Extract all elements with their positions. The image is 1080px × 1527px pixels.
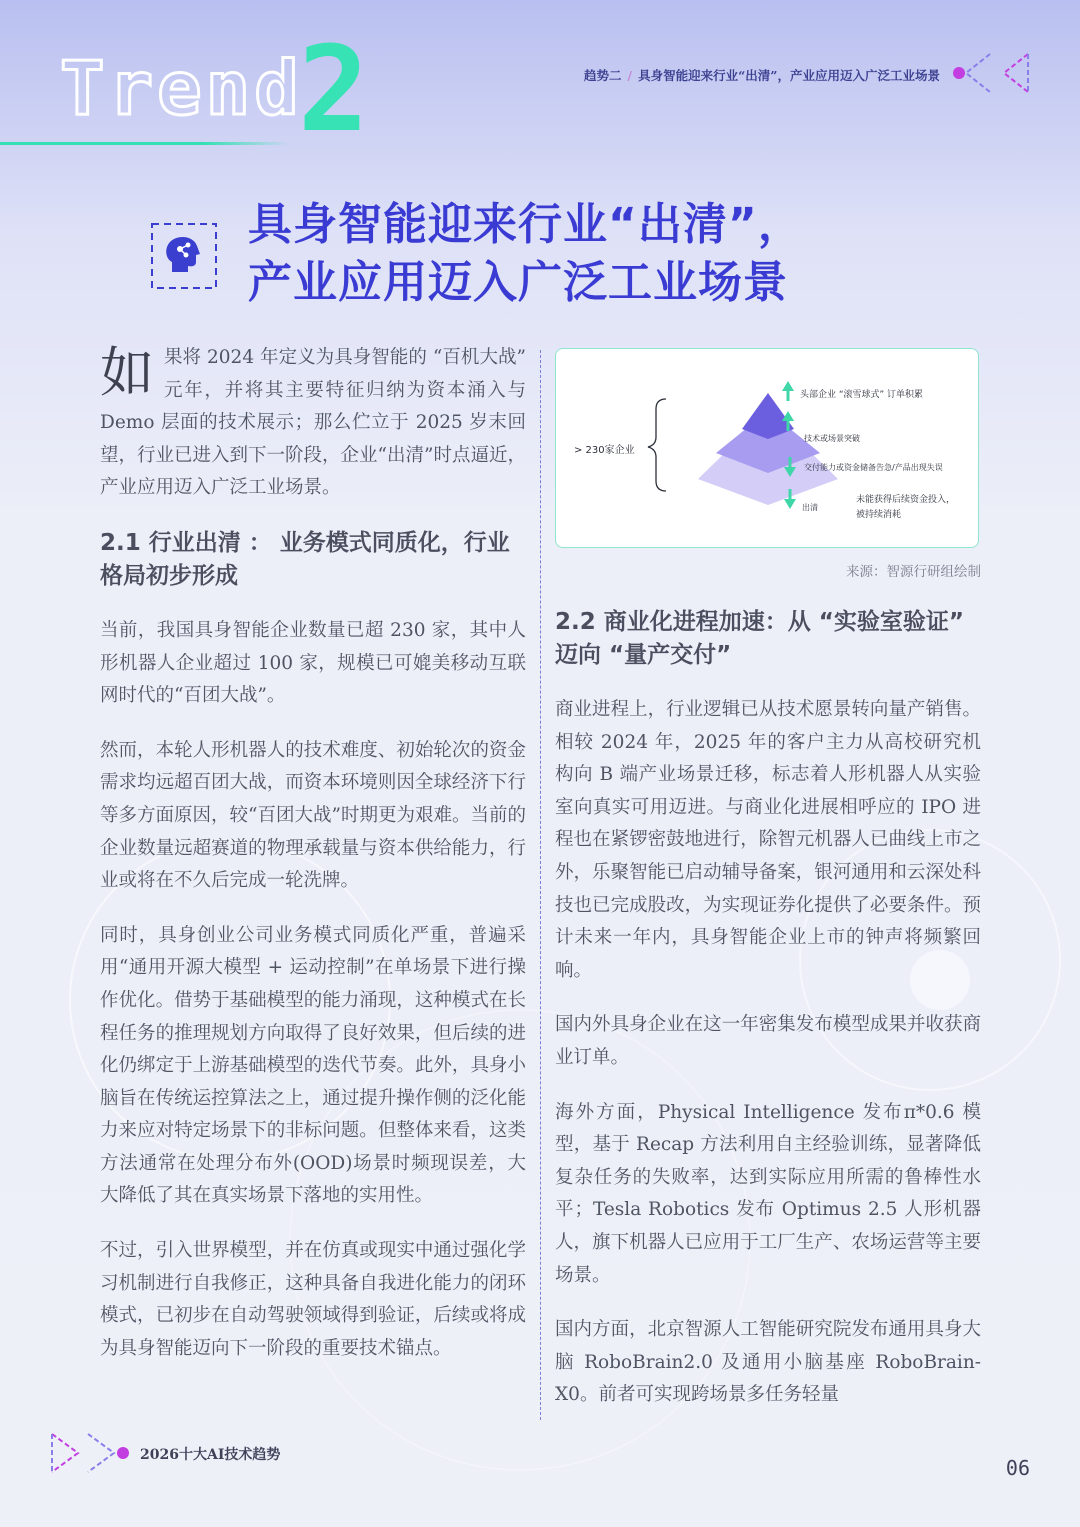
figure-source: 来源：智源行研组绘制 <box>846 564 981 580</box>
footer-arrows-icon <box>48 1430 132 1478</box>
section-2-1-heading: 2.1 行业出清 ： 业务模式同质化，行业格局初步形成 <box>100 529 510 589</box>
paragraph: 然而，本轮人形机器人的技术难度、初始轮次的资金需求均远超百团大战，而资本环境则因全球经济下行等多方面原因，较“百团大战”时期更为艰难。当前的企业数量远超赛道的物理承载量与资本供给能力，行业或将在不久后完成一轮洗牌。 <box>100 739 526 892</box>
title-line-1: 具身智能迎来行业“出清”， <box>248 199 803 250</box>
header-arrows-icon <box>948 48 1038 104</box>
paragraph: 当前，我国具身智能企业数量已超 230 家，其中人形机器人企业超过 100 家，规模已可媲美移动互联网时代的“百团大战”。 <box>100 619 526 707</box>
paragraph: 同时，具身创业公司业务模式同质化严重，普遍采用“通用开源大模型 + 运动控制”在单场景下进行操作优化。借势于基础模型的能力涌现，这种模式在长程任务的推理规划方向取得了良好效果，但后续的进化仍绑定于上游基础模型的迭代节奏。此外，具身小脑旨在传统运控算法之上，通过提升操作侧的泛化能力来应对特定场景下的非标问题。但整体来看，这类方法通常在处理分布外(OOD)场景时频现误差，大大降低了其在真实场景下落地的实用性。 <box>100 924 526 1207</box>
column-divider <box>540 350 541 1420</box>
header-separator: / <box>627 68 633 83</box>
fig-tier-2: 技术或场景突破 <box>804 434 860 443</box>
intro-paragraph <box>100 342 526 505</box>
fig-tier-bottom-right-2: 被持续消耗 <box>856 510 902 520</box>
trend-word: Trend <box>60 46 303 132</box>
page-number: 06 <box>1005 1456 1030 1480</box>
page-title <box>248 196 803 312</box>
fig-tier-3: 交付能力或资金储备告急/产品出现失误 <box>804 463 943 472</box>
dropcap: 如 <box>100 341 154 404</box>
intro-text: 果将 2024 年定义为具身智能的 “百机大战” 元年，并将其主要特征归纳为资本涌入与 Demo 层面的技术展示；那么伫立于 2025 岁末回望，行业已进入到下一阶段，企业“出清”时点逼近，产业应用迈入广泛工业场景。 <box>100 347 526 499</box>
brain-head-icon <box>150 222 218 290</box>
paragraph: 不过，引入世界模型，并在仿真或现实中通过强化学习机制进行自我修正，这种具备自我进化能力的闭环模式，已初步在自动驾驶领域得到验证，后续或将成为具身智能迈向下一阶段的重要技术锚点。 <box>100 1240 526 1359</box>
right-column <box>555 348 981 1434</box>
running-header <box>584 66 940 84</box>
paragraph: 海外方面，Physical Intelligence 发布π*0.6 模型，基于 Recap 方法利用自主经验训练，显著降低复杂任务的失败率，达到实际应用所需的鲁棒性水平；Tesla Robotics 发布 Optimus 2.5 人形机器人，旗下机器人已应用于工厂生产、农场运营等主要场景。 <box>555 1101 981 1286</box>
fig-tier-top: 头部企业 “滚雪球式” 订单积累 <box>800 390 924 400</box>
title-line-2: 产业应用迈入广泛工业场景 <box>248 257 788 308</box>
left-column <box>100 342 526 1387</box>
section-2-2-heading: 2.2 商业化进程加速：从 “实验室验证” 迈向 “量产交付” <box>555 609 964 668</box>
trend-number: 2 <box>298 20 370 158</box>
pyramid-figure <box>555 348 979 548</box>
paragraph: 商业进程上，行业逻辑已从技术愿景转向量产销售。相较 2024 年，2025 年的客户主力从高校研究机构向 B 端产业场景迁移，标志着人形机器人从实验室向真实可用迈进。与商业化进展相呼应的 IPO 进程也在紧锣密鼓地进行，除智元机器人已曲线上市之外，乐聚智能已启动辅导备案，银河通用和云深处科技也已完成股改，为实现证券化提供了必要条件。预计未来一年内，具身智能企业上市的钟声将频繁回响。 <box>555 699 981 981</box>
fig-tier-bottom-left: 出清 <box>802 503 818 512</box>
paragraph: 国内方面，北京智源人工智能研究院发布通用具身大脑 RoboBrain2.0 及通用小脑基座 RoboBrain-X0。前者可实现跨场景多任务轻量 <box>555 1319 981 1406</box>
running-title: 具身智能迎来行业“出清”，产业应用迈入广泛工业场景 <box>638 68 940 83</box>
footer-report-title: 2026十大AI技术趋势 <box>140 1447 281 1463</box>
trend-underline <box>0 142 290 145</box>
fig-group-label: > 230家企业 <box>574 445 635 456</box>
section-tag: 趋势二 <box>584 68 622 83</box>
fig-tier-bottom-right-1: 未能获得后续资金投入， <box>856 495 956 505</box>
paragraph: 国内外具身企业在这一年密集发布模型成果并收获商业订单。 <box>555 1014 981 1068</box>
